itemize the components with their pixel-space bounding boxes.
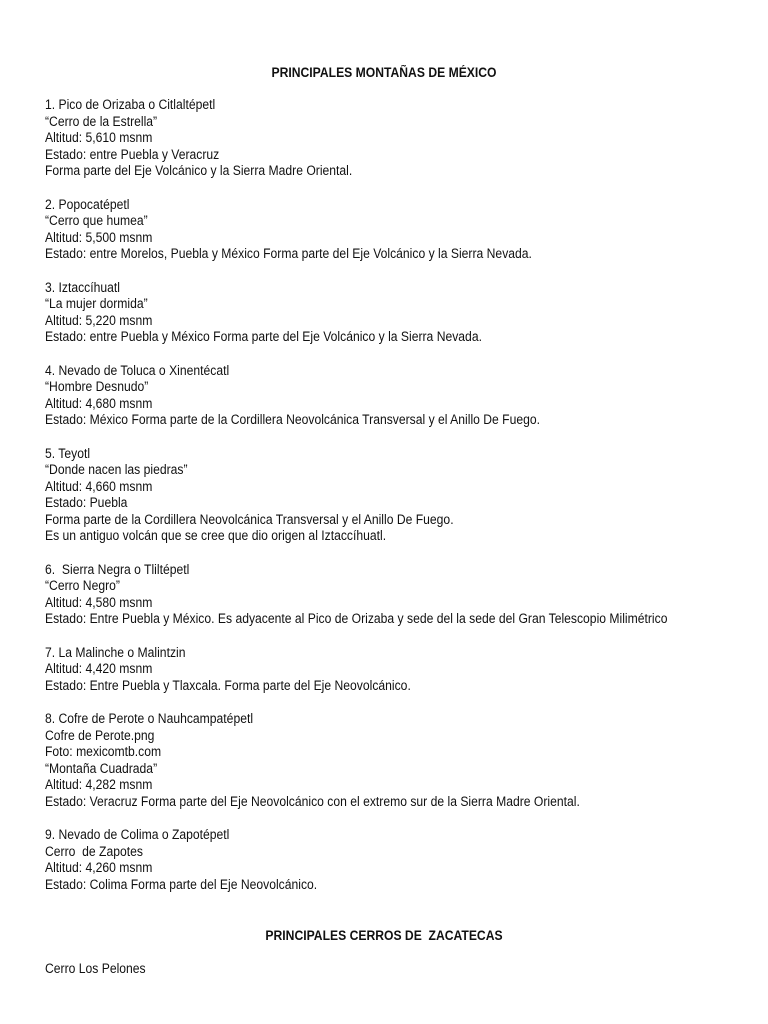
mountain-entry-2	[45, 197, 729, 263]
entry-line: Cofre de Perote.png	[45, 727, 155, 743]
entry-line: 7. La Malinche o Malintzin	[45, 644, 186, 660]
mountain-entry-6	[45, 562, 729, 628]
entry-line: Altitud: 4,282 msnm	[45, 777, 153, 792]
mountain-entry-5	[45, 446, 729, 545]
mountain-entry-4	[45, 363, 729, 429]
entry-line: Forma parte del Eje Volcánico y la Sierra Madre Oriental.	[45, 163, 353, 178]
entry-line: 5. Teyotl	[45, 445, 91, 461]
mountain-list	[45, 97, 729, 910]
entry-line: Estado: Entre Puebla y Tlaxcala. Forma parte del Eje Neovolcánico.	[45, 677, 411, 693]
entry-line: Altitud: 5,610 msnm	[45, 130, 153, 145]
entry-line: 4. Nevado de Toluca o Xinentécatl	[45, 362, 230, 378]
mountain-entry-7	[45, 645, 729, 695]
entry-line: Estado: Veracruz Forma parte del Eje Neovolcánico con el extremo sur de la Sierra Madre Oriental.	[45, 793, 580, 809]
entry-line: Foto: mexicomtb.com	[45, 744, 162, 759]
entry-line: Estado: entre Puebla y México Forma parte del Eje Volcánico y la Sierra Nevada.	[45, 329, 482, 344]
entry-line: Altitud: 4,260 msnm	[45, 860, 153, 875]
mountain-entry-3	[45, 280, 729, 346]
section-title-zacatecas: PRINCIPALES CERROS DE ZACATECAS	[265, 928, 503, 943]
entry-line: “Montaña Cuadrada”	[45, 760, 158, 776]
entry-line: Es un antiguo volcán que se cree que dio origen al Iztaccíhuatl.	[45, 528, 387, 543]
entry-line: Forma parte de la Cordillera Neovolcánica Transversal y el Anillo De Fuego.	[45, 511, 454, 527]
entry-line: 8. Cofre de Perote o Nauhcampatépetl	[45, 711, 254, 726]
entry-line: Altitud: 4,420 msnm	[45, 661, 153, 676]
entry-line: Altitud: 4,680 msnm	[45, 395, 153, 411]
entry-line: Estado: México Forma parte de la Cordillera Neovolcánica Transversal y el Anillo De Fuego.	[45, 412, 541, 427]
entry-line: Altitud: 5,220 msnm	[45, 312, 153, 328]
entry-line: Estado: Entre Puebla y México. Es adyacente al Pico de Orizaba y sede del la sede del Gran Telescopio Milimétrico	[45, 611, 668, 626]
entry-line: Estado: entre Morelos, Puebla y México Forma parte del Eje Volcánico y la Sierra Nevada.	[45, 246, 532, 261]
entry-line: “Cerro que humea”	[45, 213, 148, 228]
entry-line: Altitud: 4,580 msnm	[45, 594, 153, 610]
document-title: PRINCIPALES MONTAÑAS DE MÉXICO	[271, 65, 497, 80]
entry-line: “Hombre Desnudo”	[45, 379, 149, 394]
entry-line: Estado: Puebla	[45, 495, 128, 510]
zacatecas-item-1: Cerro Los Pelones	[45, 961, 146, 976]
mountain-entry-1	[45, 97, 729, 180]
entry-line: Altitud: 5,500 msnm	[45, 229, 153, 245]
entry-line: “Cerro Negro”	[45, 578, 120, 593]
mountain-entry-8	[45, 711, 729, 810]
entry-line: “Donde nacen las piedras”	[45, 462, 188, 477]
entry-line: “Cerro de la Estrella”	[45, 113, 158, 129]
mountain-entry-9	[45, 827, 729, 893]
entry-line: 9. Nevado de Colima o Zapotépetl	[45, 827, 230, 842]
entry-line: 1. Pico de Orizaba o Citlaltépetl	[45, 97, 216, 112]
entry-line: 2. Popocatépetl	[45, 196, 130, 212]
entry-line: Cerro de Zapotes	[45, 843, 143, 859]
entry-line: Altitud: 4,660 msnm	[45, 478, 153, 494]
entry-line: Estado: entre Puebla y Veracruz	[45, 146, 220, 162]
entry-line: “La mujer dormida”	[45, 296, 148, 311]
entry-line: 3. Iztaccíhuatl	[45, 279, 120, 295]
entry-line: 6. Sierra Negra o Tliltépetl	[45, 561, 190, 577]
entry-line: Estado: Colima Forma parte del Eje Neovolcánico.	[45, 876, 318, 892]
